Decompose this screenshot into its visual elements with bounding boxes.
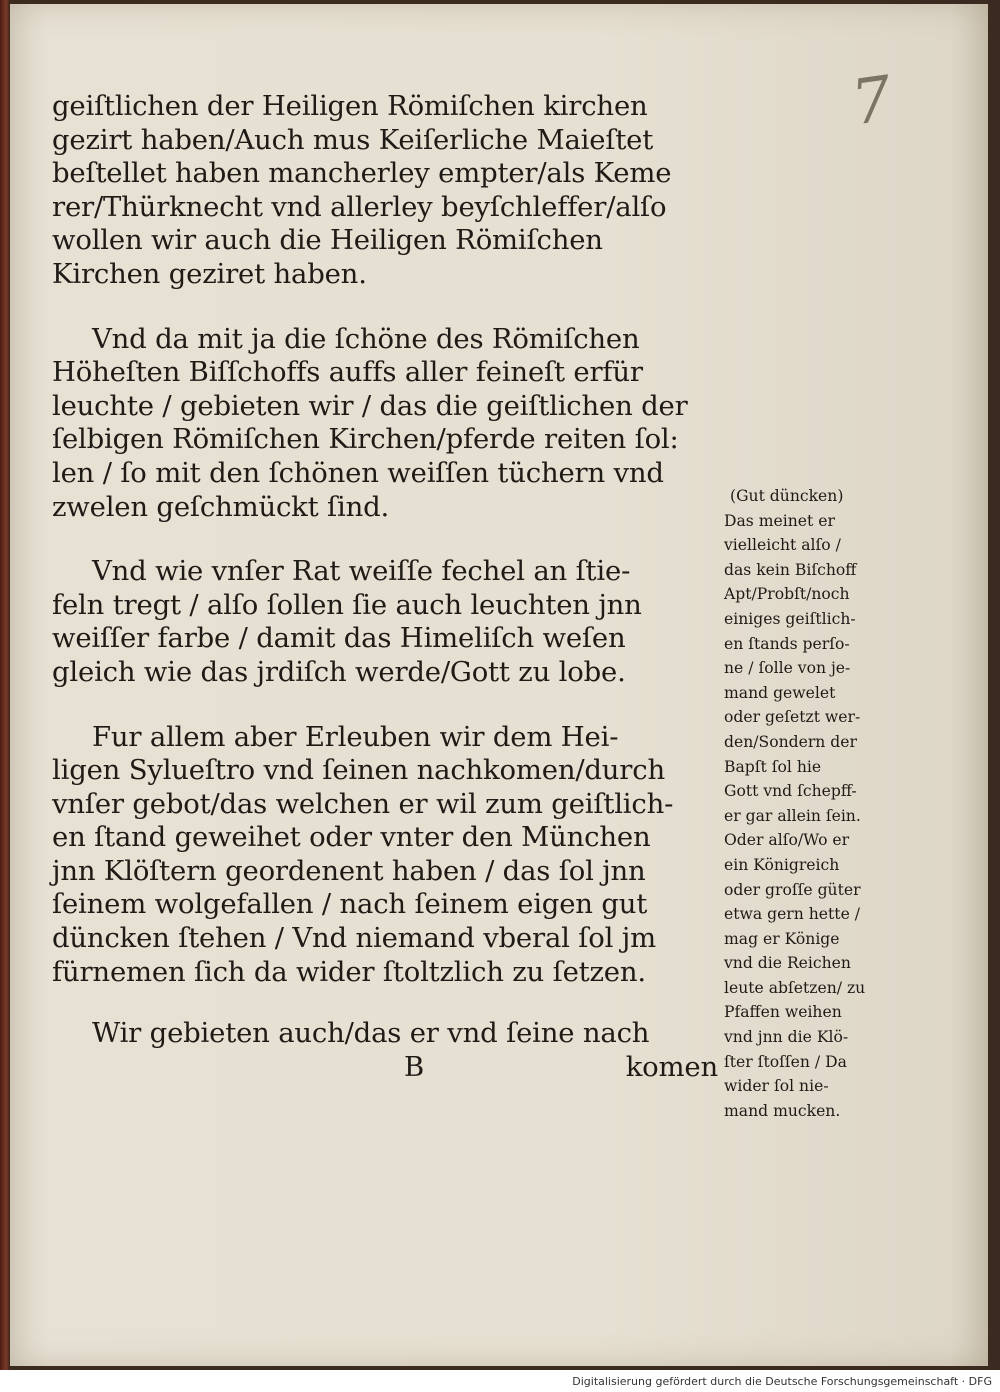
gloss-line: vielleicht alſo / bbox=[724, 536, 841, 555]
gloss-line: vnd jnn die Klö- bbox=[724, 1028, 849, 1047]
text-line: rer/Thürknecht vnd allerley beyſchleffer/alſo bbox=[52, 190, 667, 223]
gloss-line: ſter ſtoſſen / Da bbox=[724, 1052, 847, 1071]
text-line: Höheſten Biſſchoffs auffs aller feineſt erfür bbox=[52, 356, 643, 389]
text-line: ſelbigen Römiſchen Kirchen/pferde reiten ſol: bbox=[52, 423, 679, 456]
gloss-line: ein Königreich bbox=[724, 855, 840, 874]
text-line: vnſer gebot/das welchen er wil zum geiſtlich- bbox=[52, 787, 674, 820]
gloss-line: das kein Biſchoff bbox=[724, 560, 857, 579]
text-line: len / ſo mit den ſchönen weiſſen tüchern vnd bbox=[52, 456, 664, 489]
catchword: komen bbox=[625, 1050, 718, 1083]
gloss-line: leute abſetzen/ zu bbox=[724, 978, 866, 997]
gloss-line: einiges geiſtlich- bbox=[724, 609, 856, 628]
gloss-line: oder groſſe güter bbox=[724, 880, 861, 899]
text-line: Vnd wie vnſer Rat weiſſe fechel an ſtie- bbox=[92, 555, 631, 588]
gloss-line: er gar allein ſein. bbox=[724, 806, 861, 825]
book-spine-edge bbox=[0, 0, 10, 1370]
gloss-line: wider ſol nie- bbox=[724, 1077, 829, 1096]
paragraph-4 bbox=[52, 721, 718, 990]
gloss-line: etwa gern hette / bbox=[724, 905, 861, 924]
gloss-line: mag er Könige bbox=[724, 929, 840, 948]
gloss-line: mand gewelet bbox=[724, 683, 836, 702]
text-line: zwelen geſchmückt ſind. bbox=[52, 490, 390, 523]
gloss-line: en ſtands perſo- bbox=[724, 634, 850, 653]
text-line: ſeinem wolgefallen / nach ſeinem eigen gut bbox=[52, 888, 648, 921]
gloss-line: ne / ſolle von je- bbox=[724, 659, 851, 678]
text-line: ligen Sylueſtro vnd ſeinen nachkomen/durch bbox=[52, 754, 665, 787]
signature-line bbox=[52, 1051, 718, 1085]
paragraph-1 bbox=[52, 90, 718, 292]
text-line: wollen wir auch die Heiligen Römiſchen bbox=[52, 224, 603, 257]
gloss-line: vnd die Reichen bbox=[724, 954, 851, 973]
paragraph-3 bbox=[52, 555, 718, 689]
text-line: weiſſer farbe / damit das Himeliſch weſen bbox=[52, 622, 626, 655]
paragraph-5 bbox=[52, 1017, 718, 1084]
folio-number: 7 bbox=[847, 61, 897, 140]
marginal-gloss bbox=[724, 484, 924, 1123]
digitization-footer bbox=[0, 1370, 1000, 1392]
text-line: fürnemen ſich da wider ſtoltzlich zu ſetzen. bbox=[52, 955, 646, 988]
funding-credit: Digitalisierung gefördert durch die Deutsche Forschungsgemeinschaft · DFG bbox=[572, 1375, 992, 1388]
text-line: geiſtlichen der Heiligen Römiſchen kirchen bbox=[52, 90, 648, 122]
gloss-line: Das meinet er bbox=[724, 511, 835, 530]
text-line: gleich wie das jrdiſch werde/Gott zu lobe. bbox=[52, 655, 626, 688]
text-line: gezirt haben/Auch mus Keiſerliche Maieſtet bbox=[52, 123, 654, 156]
gloss-line: den/Sondern der bbox=[724, 732, 857, 751]
main-text-block bbox=[52, 90, 718, 1084]
gloss-line: Apt/Probſt/noch bbox=[724, 585, 850, 604]
text-line: Fur allem aber Erleuben wir dem Hei- bbox=[92, 720, 619, 753]
text-line: en ſtand geweihet oder vnter den München bbox=[52, 821, 651, 854]
text-line: Wir gebieten auch/das er vnd ſeine nach bbox=[92, 1017, 650, 1050]
text-line: leuchte / gebieten wir / das die geiſtlichen der bbox=[52, 389, 688, 422]
text-line: jnn Klöſtern geordenent haben / das ſol jnn bbox=[52, 854, 646, 887]
text-line: feln tregt / alſo ſollen ſie auch leuchten jnn bbox=[52, 588, 642, 621]
gloss-heading: (Gut düncken) bbox=[730, 487, 844, 505]
gloss-line: Gott vnd ſchepff- bbox=[724, 782, 857, 801]
gloss-line: oder geſetzt wer- bbox=[724, 708, 861, 727]
text-line: Vnd da mit ja die ſchöne des Römiſchen bbox=[92, 322, 640, 355]
text-line: beſtellet haben mancherley empter/als Keme bbox=[52, 157, 672, 190]
paragraph-2 bbox=[52, 323, 718, 525]
gloss-line: Pfaffen weihen bbox=[724, 1003, 842, 1022]
gloss-line: Bapſt ſol hie bbox=[724, 757, 822, 776]
gloss-line: mand mucken. bbox=[724, 1101, 841, 1120]
gloss-line: Oder alſo/Wo er bbox=[724, 831, 850, 850]
text-line: Kirchen geziret haben. bbox=[52, 257, 367, 290]
signature-mark: B bbox=[404, 1050, 425, 1083]
text-line: düncken ſtehen / Vnd niemand vberal ſol jm bbox=[52, 922, 656, 955]
